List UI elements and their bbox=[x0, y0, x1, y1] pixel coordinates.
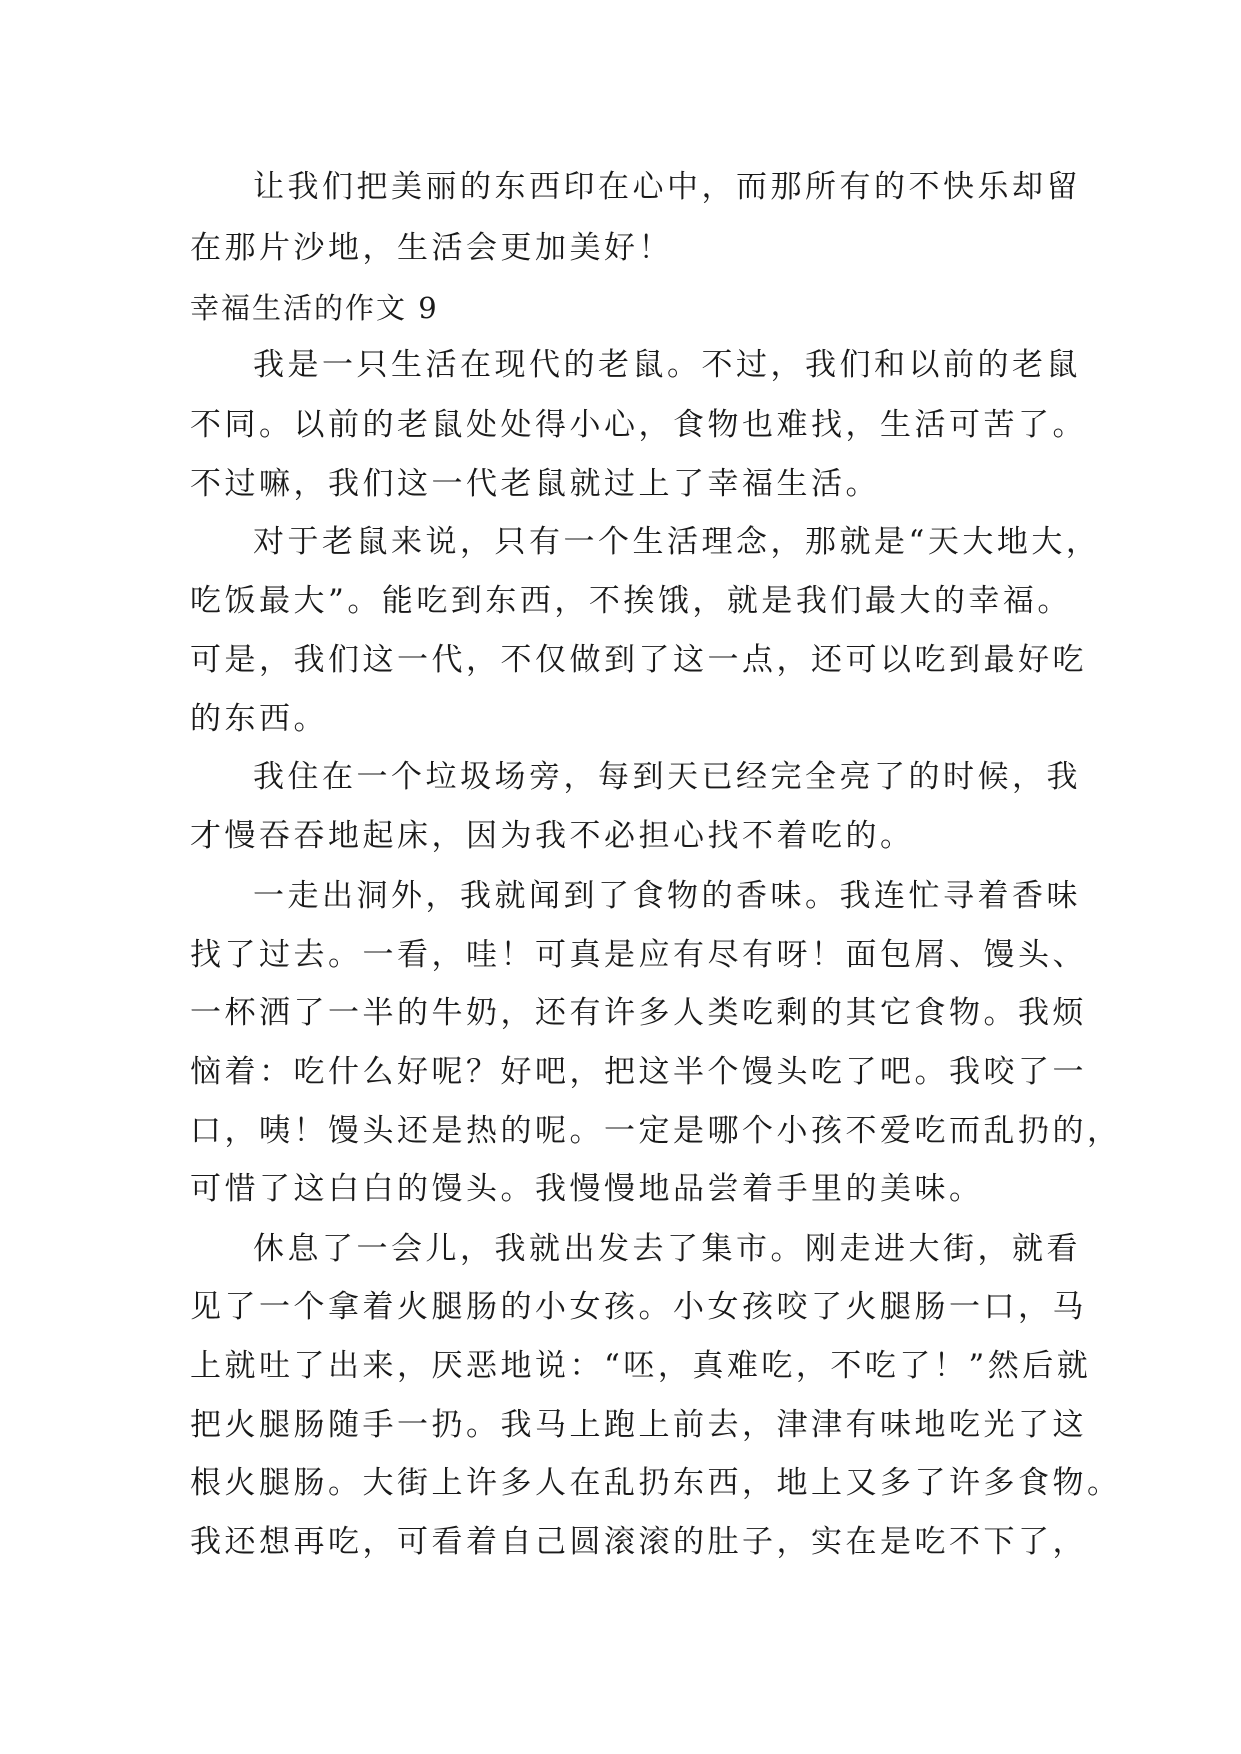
paragraph-line: 我是一只生活在现代的老鼠。不过，我们和以前的老鼠 bbox=[253, 347, 1081, 383]
paragraph-line: 见了一个拿着火腿肠的小女孩。小女孩咬了火腿肠一口，马 bbox=[190, 1289, 1087, 1325]
paragraph-line: 我住在一个垃圾场旁，每到天已经完全亮了的时候，我 bbox=[253, 759, 1081, 795]
paragraph-line: 对于老鼠来说，只有一个生活理念，那就是“天大地大， bbox=[253, 524, 1101, 560]
paragraph-line: 吃饭最大”。能吃到东西，不挨饿，就是我们最大的幸福。 bbox=[190, 583, 1072, 619]
paragraph-line: 可惜了这白白的馒头。我慢慢地品尝着手里的美味。 bbox=[190, 1171, 984, 1207]
paragraph-line: 不过嘛，我们这一代老鼠就过上了幸福生活。 bbox=[190, 466, 880, 502]
paragraph-line: 在那片沙地，生活会更加美好！ bbox=[190, 230, 673, 266]
paragraph-line: 一杯洒了一半的牛奶，还有许多人类吃剩的其它食物。我烦 bbox=[190, 995, 1087, 1031]
paragraph-line: 找了过去。一看，哇！可真是应有尽有呀！面包屑、馒头、 bbox=[190, 937, 1087, 973]
paragraph-line: 的东西。 bbox=[190, 701, 328, 737]
paragraph-line: 休息了一会儿，我就出发去了集市。刚走进大街，就看 bbox=[253, 1231, 1081, 1267]
paragraph-line: 根火腿肠。大街上许多人在乱扔东西，地上又多了许多食物。 bbox=[190, 1465, 1122, 1501]
paragraph-line: 恼着：吃什么好呢？好吧，把这半个馒头吃了吧。我咬了一 bbox=[190, 1054, 1087, 1090]
paragraph-line: 不同。以前的老鼠处处得小心，食物也难找，生活可苦了。 bbox=[190, 407, 1087, 443]
paragraph-line: 口，咦！馒头还是热的呢。一定是哪个小孩不爱吃而乱扔的， bbox=[190, 1113, 1122, 1149]
section-heading: 幸福生活的作文 9 bbox=[190, 291, 439, 325]
paragraph-line: 我还想再吃，可看着自己圆滚滚的肚子，实在是吃不下了， bbox=[190, 1524, 1087, 1560]
paragraph-line: 可是，我们这一代，不仅做到了这一点，还可以吃到最好吃 bbox=[190, 642, 1087, 678]
paragraph-line: 一走出洞外，我就闻到了食物的香味。我连忙寻着香味 bbox=[253, 878, 1081, 914]
paragraph-line: 把火腿肠随手一扔。我马上跑上前去，津津有味地吃光了这 bbox=[190, 1407, 1087, 1443]
paragraph-line: 让我们把美丽的东西印在心中，而那所有的不快乐却留 bbox=[253, 169, 1081, 205]
paragraph-line: 才慢吞吞地起床，因为我不必担心找不着吃的。 bbox=[190, 818, 915, 854]
paragraph-line: 上就吐了出来，厌恶地说：“呸，真难吃，不吃了！”然后就 bbox=[190, 1348, 1092, 1384]
